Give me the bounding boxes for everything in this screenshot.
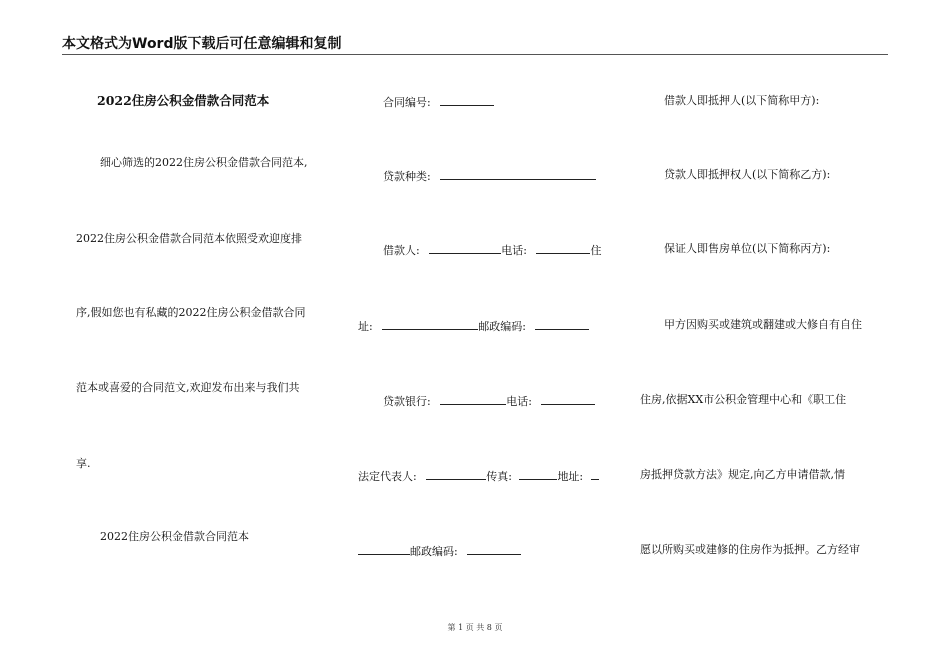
postcode-label-2: 邮政编码: — [410, 545, 458, 558]
loan-type-row — [383, 168, 596, 184]
clause-line-2: 住房,依据XX市公积金管理中心和《职工住 — [640, 393, 847, 406]
borrower-label: 借款人: — [383, 244, 420, 257]
postcode-blank-1 — [535, 318, 589, 330]
loan-type-label: 贷款种类: — [383, 170, 431, 183]
intro-line-3: 序,假如您也有私藏的2022住房公积金借款合同 — [76, 306, 306, 319]
clause-line-4: 愿以所购买或建修的住房作为抵押。乙方经审 — [640, 543, 860, 556]
bank-row — [383, 393, 595, 409]
clause-line-1: 甲方因购买或建筑或翻建或大修自有自住 — [664, 318, 862, 331]
postcode-row-2 — [358, 543, 521, 559]
address-label: 址: — [358, 320, 373, 333]
phone-blank-2 — [541, 393, 595, 405]
legal-rep-label: 法定代表人: — [358, 470, 417, 483]
contract-number-row — [383, 94, 494, 110]
bank-label: 贷款银行: — [383, 395, 431, 408]
borrower-blank — [429, 242, 501, 254]
bank-blank — [440, 393, 506, 405]
address-label-2: 地址: — [557, 470, 584, 483]
postcode-label-1: 邮政编码: — [478, 320, 526, 333]
loan-type-blank — [440, 168, 596, 180]
page-footer: 第 1 页 共 8 页 — [447, 623, 503, 632]
postcode-blank-2 — [467, 543, 521, 555]
legal-rep-blank — [426, 468, 486, 480]
page-header: 本文格式为Word版下载后可任意编辑和复制 — [62, 36, 342, 52]
header-divider — [62, 54, 888, 55]
address-row — [358, 318, 589, 334]
intro-line-2: 2022住房公积金借款合同范本依照受欢迎度排 — [76, 232, 302, 245]
borrower-row — [383, 242, 601, 258]
fax-label: 传真: — [486, 470, 512, 483]
document-title: 2022住房公积金借款合同范本 — [97, 93, 270, 108]
intro-line-5: 享. — [76, 457, 91, 470]
intro-line-4: 范本或喜爱的合同范文,欢迎发布出来与我们共 — [76, 381, 300, 394]
clause-line-3: 房抵押贷款方法》规定,向乙方申请借款,情 — [640, 468, 845, 481]
fax-blank — [519, 468, 557, 480]
address-prefix: 住 — [590, 244, 602, 257]
party-c-line: 保证人即售房单位(以下简称丙方): — [664, 242, 831, 255]
legal-rep-blank-cont — [358, 543, 410, 555]
contract-number-blank — [440, 94, 494, 106]
section-subtitle: 2022住房公积金借款合同范本 — [100, 530, 249, 543]
party-a-line: 借款人即抵押人(以下简称甲方): — [664, 94, 820, 107]
intro-line-1: 细心筛选的2022住房公积金借款合同范本, — [100, 156, 308, 169]
address-blank — [382, 318, 478, 330]
address-blank-2 — [591, 468, 599, 480]
legal-rep-row — [358, 468, 599, 484]
phone-label-1: 电话: — [501, 244, 527, 257]
phone-blank-1 — [536, 242, 590, 254]
contract-number-label: 合同编号: — [383, 96, 431, 109]
phone-label-2: 电话: — [506, 395, 532, 408]
party-b-line: 贷款人即抵押权人(以下简称乙方): — [664, 168, 831, 181]
